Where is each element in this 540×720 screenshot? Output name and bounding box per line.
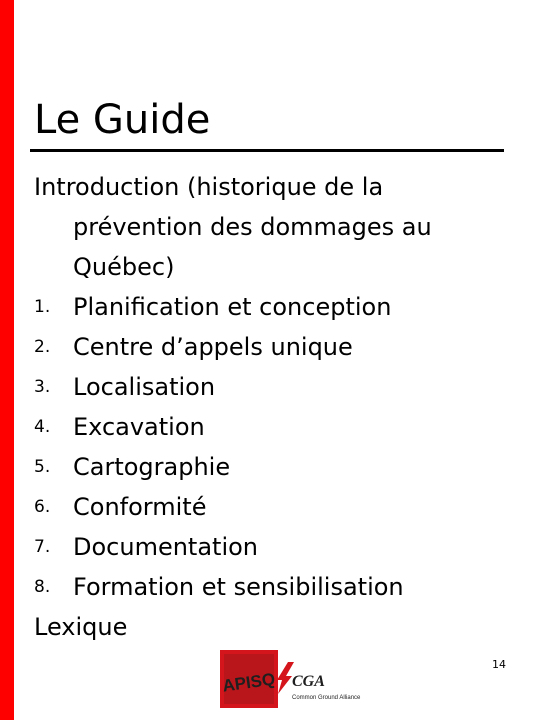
accent-bar bbox=[0, 0, 14, 720]
section-label: Cartographie bbox=[73, 453, 231, 481]
title-underline bbox=[30, 149, 504, 152]
section-label: Conformité bbox=[73, 493, 207, 521]
section-label: Documentation bbox=[73, 533, 259, 561]
section-item bbox=[34, 487, 514, 527]
svg-text:APISQ: APISQ bbox=[221, 669, 277, 696]
section-number: 4. bbox=[34, 417, 51, 437]
slide-content bbox=[34, 167, 514, 647]
lexique-item: Lexique bbox=[34, 613, 128, 641]
svg-text:Common Ground Alliance: Common Ground Alliance bbox=[292, 695, 361, 701]
section-number: 1. bbox=[34, 297, 51, 317]
apisq-logo-mark bbox=[220, 650, 278, 708]
section-item bbox=[34, 447, 514, 487]
page-number: 14 bbox=[492, 658, 506, 671]
section-item bbox=[34, 327, 514, 367]
section-item bbox=[34, 407, 514, 447]
section-label: Excavation bbox=[73, 413, 205, 441]
section-number: 7. bbox=[34, 537, 51, 557]
section-number: 5. bbox=[34, 457, 51, 477]
slide-title: Le Guide bbox=[34, 97, 211, 143]
section-number: 6. bbox=[34, 497, 51, 517]
section-item bbox=[34, 367, 514, 407]
section-number: 3. bbox=[34, 377, 51, 397]
section-label: Localisation bbox=[73, 373, 216, 401]
section-list bbox=[34, 287, 514, 607]
section-number: 2. bbox=[34, 337, 51, 357]
intro-item: Introduction (historique de la prévention des dommages au Québec) bbox=[34, 173, 432, 281]
section-item bbox=[34, 567, 514, 607]
section-label: Planification et conception bbox=[73, 293, 392, 321]
apisq-cga-logo bbox=[218, 644, 361, 712]
section-number: 8. bbox=[34, 577, 51, 597]
section-item bbox=[34, 527, 514, 567]
section-label: Centre d’appels unique bbox=[73, 333, 353, 361]
section-label: Formation et sensibilisation bbox=[73, 573, 404, 601]
svg-text:CGA: CGA bbox=[292, 673, 325, 690]
cga-logo-mark bbox=[277, 662, 361, 701]
section-item bbox=[34, 287, 514, 327]
